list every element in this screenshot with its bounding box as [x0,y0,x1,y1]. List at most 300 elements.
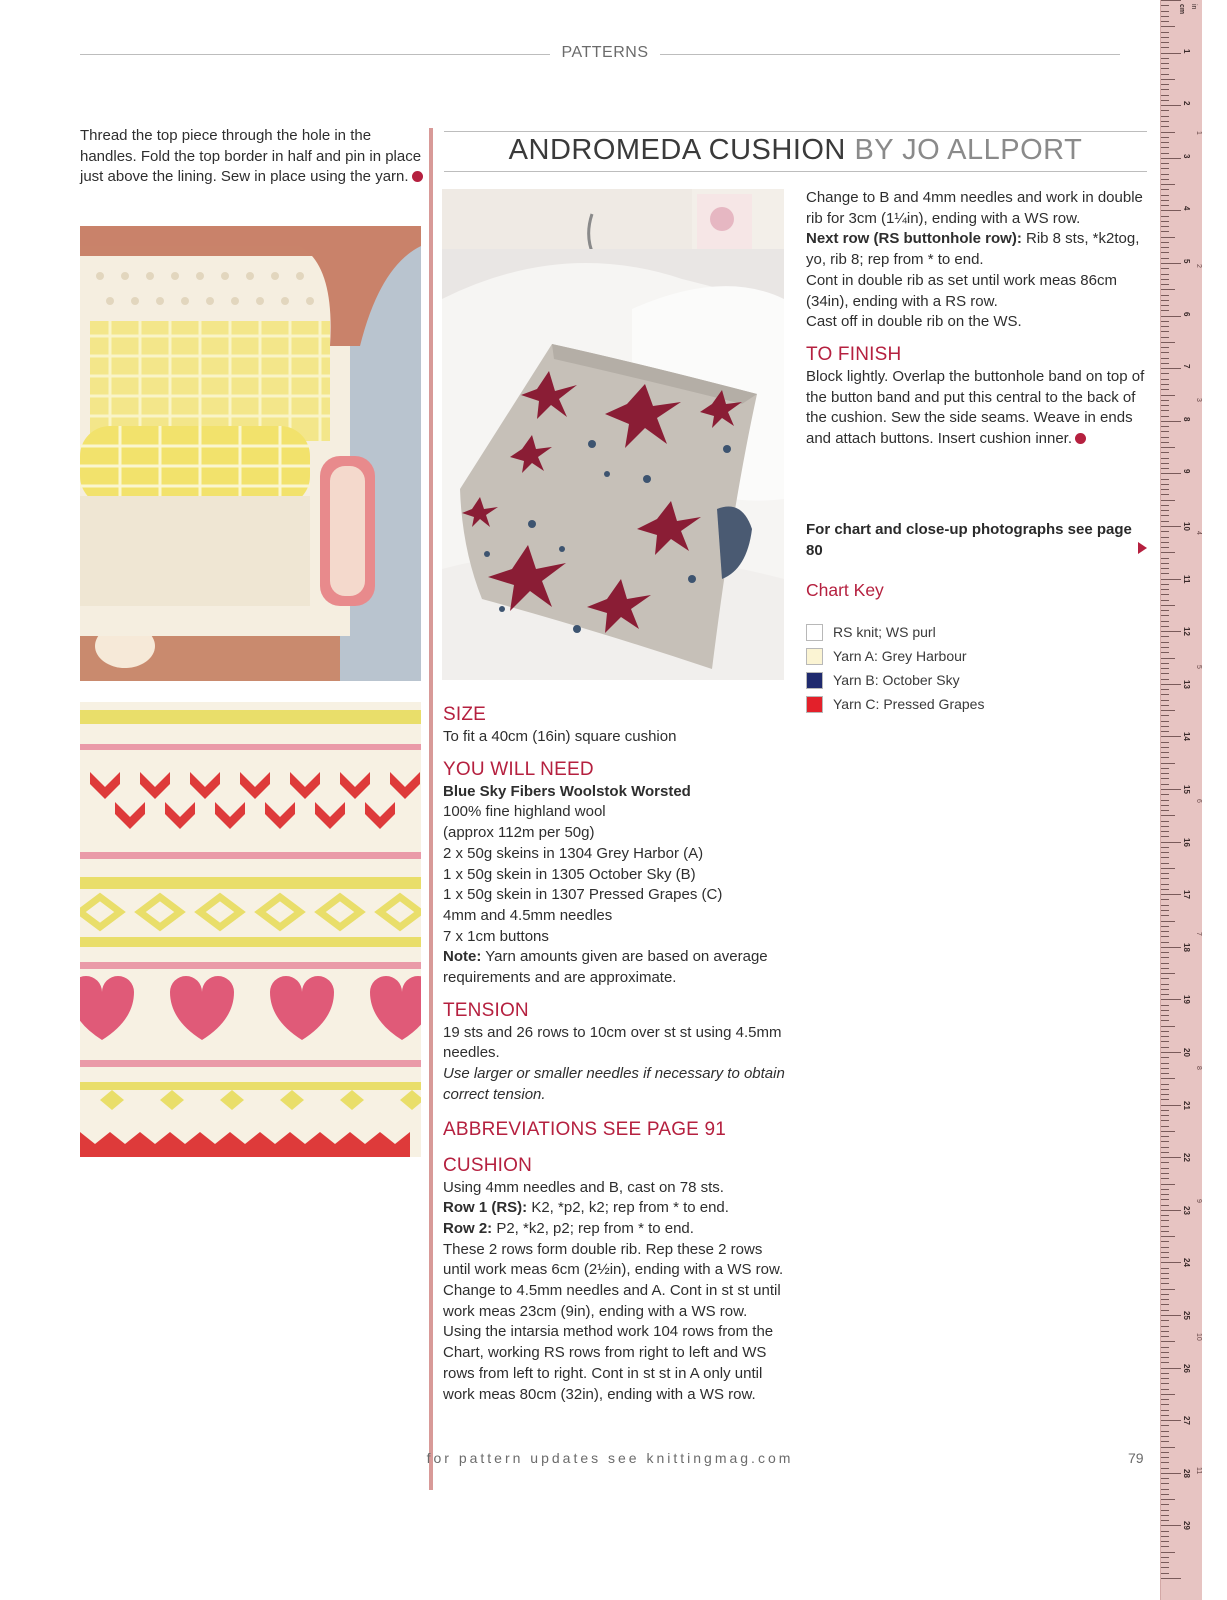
ruler-tick [1161,53,1181,54]
next-row-paragraph [806,229,1146,270]
ruler-tick [1161,110,1169,111]
ruler-tick [1161,778,1169,779]
ruler-tick [1161,831,1169,832]
swatch-icon [806,648,823,665]
ruler-tick [1161,568,1169,569]
ruler-tick [1161,663,1169,664]
chart-key-label: Yarn A: Grey Harbour [833,648,967,664]
ruler-tick [1161,658,1175,659]
chart-key-title: Chart Key [806,580,884,600]
ruler-tick [1161,1084,1169,1085]
ruler-tick [1161,368,1181,369]
ruler-number: 26 [1182,1363,1191,1373]
ruler-tick [1161,1047,1169,1048]
ruler-tick [1161,1431,1169,1432]
ruler-tick [1161,1005,1169,1006]
ruler-tick [1161,1262,1181,1263]
ruler-tick [1161,37,1169,38]
ruler-tick [1161,352,1169,353]
ruler-tick [1161,994,1169,995]
ruler-number: 19 [1182,995,1191,1005]
ruler-tick [1161,1283,1169,1284]
ruler-tick [1161,515,1169,516]
ruler-tick [1161,1331,1169,1332]
ruler-tick [1161,1510,1169,1511]
ruler-tick [1161,757,1169,758]
ruler-inch-number: 4 [1195,531,1202,536]
ruler-tick [1161,316,1181,317]
tension-italic: Use larger or smaller needles if necessary to obtain correct tension. [443,1065,785,1103]
ruler-tick [1161,700,1169,701]
ruler-number: 2 [1182,101,1191,106]
loom-bag-photo [80,226,421,681]
row-2-text: P2, *k2, p2; rep from * to end. [492,1219,694,1237]
ruler-tick [1161,1468,1169,1469]
ruler-tick [1161,484,1169,485]
note-label: Note: [443,948,482,966]
ruler-tick [1161,1194,1169,1195]
ruler-tick [1161,868,1175,869]
ruler-tick [1161,889,1169,890]
ruler-number: 12 [1182,627,1191,637]
ruler-number: 13 [1182,679,1191,689]
ruler-number: 4 [1182,206,1191,211]
to-finish-text: Block lightly. Overlap the buttonhole band on top of the button band and put this central to the back of the cushion. Sew the side seams. Weave in ends and attach buttons. Insert cushion inner. [806,367,1145,448]
ruler-tick [1161,395,1175,396]
ruler-tick [1161,274,1169,275]
ruler-tick [1161,1378,1169,1379]
ruler-tick [1161,184,1175,185]
ruler-tick [1161,147,1169,148]
ruler-tick [1161,752,1169,753]
ruler-number: 17 [1182,890,1191,900]
ruler-tick [1161,1541,1169,1542]
ruler-tick [1161,279,1169,280]
ruler-tick [1161,168,1169,169]
ruler-tick [1161,1226,1169,1227]
ruler-tick [1161,905,1169,906]
ruler-tick [1161,473,1181,474]
ruler-tick [1161,947,1181,948]
ruler-tick [1161,915,1169,916]
ruler-tick [1161,1410,1169,1411]
pattern-title [444,134,1147,167]
ruler-tick [1161,363,1169,364]
material-line: 1 x 50g skein in 1307 Pressed Grapes (C) [443,886,723,904]
ruler-tick [1161,5,1169,6]
ruler-tick [1161,1294,1169,1295]
ruler-inch-number: 2 [1195,264,1202,269]
ruler-tick [1161,100,1169,101]
ruler-tick [1161,963,1169,964]
ruler-tick [1161,1368,1181,1369]
ruler-tick [1161,1441,1169,1442]
ruler-tick [1161,836,1169,837]
see-chart-note: For chart and close-up photographs see page 80 [806,521,1132,559]
ruler-tick [1161,726,1169,727]
ruler-tick [1161,1420,1181,1421]
ruler-tick [1161,1362,1169,1363]
ruler-tick [1161,263,1181,264]
spacer [443,1142,788,1154]
ruler-tick [1161,1399,1169,1400]
ruler-tick [1161,1120,1169,1121]
ruler-tick [1161,1031,1169,1032]
ruler-tick [1161,1373,1169,1374]
material-line: (approx 112m per 50g) [443,824,595,842]
ruler-tick [1161,558,1169,559]
ruler-inch-number: 1 [1195,130,1202,135]
ruler-tick [1161,552,1175,553]
ruler-tick [1161,957,1169,958]
ruler-tick [1161,1136,1169,1137]
chart-key-item [806,644,1106,668]
to-finish-paragraph [806,367,1146,450]
right-column [806,188,1146,450]
note-text: Yarn amounts given are based on average requirements and are approximate. [443,948,768,987]
ruler-tick [1161,174,1169,175]
ruler-inch-number: 5 [1195,665,1202,669]
ruler-tick [1161,684,1181,685]
ruler-tick [1161,673,1169,674]
chart-key-item [806,692,1106,716]
ruler-tick [1161,731,1169,732]
ruler-tick [1161,1205,1169,1206]
ruler-tick [1161,1094,1169,1095]
ruler-tick [1161,158,1181,159]
ruler-tick [1161,815,1175,816]
ruler-tick [1161,468,1169,469]
ruler-tick [1161,1026,1175,1027]
ruler-tick [1161,721,1169,722]
cushion-instructions: These 2 rows form double rib. Rep these 2 rows until work meas 6cm (2½in), ending with a WS row. Change to 4.5mm needles and A. Cont in st st until work meas 23cm (9in), ending with a WS row. Using the intarsia method work 104 rows from the Chart, working RS rows from right to left and WS rows from left to right. Cont in st st in A only until work meas 80cm (32in), ending with a WS row. [443,1240,784,1403]
chart-key-label: RS knit; WS purl [833,624,936,640]
you-will-need-heading: YOU WILL NEED [443,758,594,780]
page-number: 79 [1128,1450,1144,1466]
yarn-name: Blue Sky Fibers Woolstok Worsted [443,782,691,800]
row-2-paragraph [443,1219,788,1240]
ruler-number: 10 [1182,522,1191,531]
ruler-tick [1161,1152,1169,1153]
ruler-tick [1161,11,1169,12]
ruler-tick [1161,1052,1181,1053]
next-page-arrow-icon [1138,542,1147,554]
ruler-tick [1161,179,1169,180]
ruler-tick [1161,0,1181,1]
ruler-tick [1161,1352,1169,1353]
ruler-tick [1161,1105,1181,1106]
ruler-tick [1161,605,1175,606]
ruler-tick [1161,705,1169,706]
ruler-number: 9 [1182,469,1191,474]
ruler-tick [1161,142,1169,143]
ruler-tick [1161,821,1169,822]
intro-paragraph [80,126,425,188]
ruler-inch-number: 6 [1195,798,1202,803]
ruler-tick [1161,1289,1175,1290]
ruler-tick [1161,1241,1169,1242]
ruler-inch-number: 7 [1195,932,1202,937]
ruler-tick [1161,1483,1169,1484]
ruler-tick [1161,1010,1169,1011]
ruler-tick [1161,968,1169,969]
ruler-tick [1161,1184,1175,1185]
ruler-tick [1161,999,1181,1000]
ruler-tick [1161,21,1169,22]
ruler-tick [1161,216,1169,217]
ruler-tick [1161,1257,1169,1258]
ruler-tick [1161,1210,1181,1211]
ruler-tick [1161,1473,1181,1474]
ruler-tick [1161,195,1169,196]
ruler-tick [1161,537,1169,538]
ruler-tick [1161,458,1169,459]
ruler-tick [1161,1126,1169,1127]
ruler-tick [1161,531,1169,532]
ruler-tick [1161,594,1169,595]
intro-text: Thread the top piece through the hole in the handles. Fold the top border in half and pin in place just above the lining. Sew in place using the yarn. [80,127,422,185]
ruler-tick [1161,205,1169,206]
ruler-tick [1161,878,1169,879]
ruler-number: 15 [1182,785,1191,794]
ruler-tick [1161,421,1181,422]
ruler-tick [1161,231,1169,232]
ruler-tick [1161,521,1169,522]
ruler-tick [1161,1236,1175,1237]
ruler-tick [1161,284,1169,285]
ruler-tick [1161,805,1169,806]
ruler-tick [1161,1452,1169,1453]
ruler-tick [1161,447,1175,448]
ruler-number: 11 [1182,574,1191,584]
ruler-tick [1161,1041,1169,1042]
ruler-tick [1161,984,1169,985]
chart-key-item [806,620,1106,644]
ruler-tick [1161,1147,1169,1148]
ruler-tick [1161,926,1169,927]
ruler-tick [1161,942,1169,943]
ruler-tick [1161,1336,1169,1337]
ruler-tick [1161,1573,1169,1574]
size-heading: SIZE [443,704,487,725]
ruler-inch-number: 9 [1195,1199,1202,1204]
ruler-tick [1161,789,1181,790]
ruler-tick [1161,1546,1169,1547]
ruler-tick [1161,1525,1181,1526]
ruler-tick [1161,826,1169,827]
ruler-tick [1161,258,1169,259]
ruler-tick [1161,921,1175,922]
ruler-tick [1161,331,1169,332]
ruler-tick [1161,105,1181,106]
ruler-tick [1161,1131,1175,1132]
ruler-tick [1161,768,1169,769]
ruler-tick [1161,305,1169,306]
ruler-tick [1161,121,1169,122]
ruler-tick [1161,794,1169,795]
ruler-tick [1161,1168,1169,1169]
ruler-tick [1161,1499,1175,1500]
ruler-tick [1161,1099,1169,1100]
ruler-tick [1161,337,1169,338]
ruler-tick [1161,1415,1169,1416]
ruler-tick [1161,589,1169,590]
ruler-tick [1161,1299,1169,1300]
title-rule-top [444,131,1147,132]
ruler-tick [1161,210,1181,211]
ruler-tick [1161,410,1169,411]
ruler-tick [1161,715,1169,716]
title-rule-bottom [444,171,1147,172]
ruler-tick [1161,74,1169,75]
ruler-tick [1161,426,1169,427]
ruler-tick [1161,347,1169,348]
ruler-tick [1161,1073,1169,1074]
ruler-tick [1161,237,1175,238]
ruler-tick [1161,68,1169,69]
ruler-tick [1161,1189,1169,1190]
ruler-number: 16 [1182,837,1191,847]
ruler-number: 20 [1182,1048,1191,1057]
ruler-tick [1161,310,1169,311]
ruler-tick [1161,615,1169,616]
ruler-tick [1161,452,1169,453]
ruler-tick [1161,1462,1169,1463]
ruler-tick [1161,642,1169,643]
section-label: PATTERNS [561,44,649,61]
ruler-tick [1161,910,1169,911]
ruler-tick [1161,442,1169,443]
ruler-tick [1161,600,1169,601]
ruler-tick [1161,153,1169,154]
row-2-label: Row 2: [443,1219,493,1237]
ruler-tick [1161,1489,1169,1490]
swatch-icon [806,696,823,713]
chart-key-label: Yarn C: Pressed Grapes [833,696,985,712]
ruler-tick [1161,295,1169,296]
ruler-tick [1161,526,1181,527]
ruler-number: 18 [1182,942,1191,952]
ruler-tick [1161,1068,1169,1069]
ruler-tick [1161,1215,1169,1216]
ruler-number: 29 [1182,1521,1191,1531]
ruler-tick [1161,1278,1169,1279]
ruler-tick [1161,358,1169,359]
ruler-tick [1161,584,1169,585]
ruler-tick [1161,252,1169,253]
ruler-tick [1161,1057,1169,1058]
ruler-tick [1161,289,1175,290]
ruler-tick [1161,668,1169,669]
ruler-tick [1161,58,1169,59]
ruler-tick [1161,1320,1169,1321]
ruler-tick [1161,1078,1175,1079]
ruler-number: 23 [1182,1205,1191,1215]
ruler-tick [1161,800,1169,801]
ruler-tick [1161,463,1169,464]
ruler-tick [1161,116,1169,117]
ruler-tick [1161,1457,1169,1458]
footer-url-note: for pattern updates see knittingmag.com [426,1450,794,1466]
ruler-tick [1161,1557,1169,1558]
row-1-paragraph [443,1198,788,1219]
ruler-tick [1161,810,1169,811]
ruler-tick [1161,300,1169,301]
ruler-tick [1161,32,1169,33]
ruler-number: 3 [1182,153,1191,159]
ruler-tick [1161,63,1169,64]
ruler-tick [1161,1394,1175,1395]
chart-key-list [806,620,1106,716]
ruler-tick [1161,89,1169,90]
ruler-tick [1161,931,1169,932]
ruler-number: 1 [1182,48,1191,54]
ruler-tick [1161,1110,1169,1111]
ruler-tick [1161,200,1169,201]
ruler-tick [1161,679,1169,680]
row-1-text: K2, *p2, k2; rep from * to end. [527,1199,729,1217]
ruler-tick [1161,163,1169,164]
swatch-icon [806,672,823,689]
ruler-tick [1161,1315,1181,1316]
tension-heading: TENSION [443,999,529,1021]
ruler-tick [1161,42,1169,43]
ruler-inch-number: 11 [1195,1466,1202,1474]
ruler-unit-cm: cm [1178,4,1185,15]
ruler-tick [1161,84,1169,85]
header-rule-left [80,54,550,55]
ruler-tick [1161,710,1175,711]
ruler-tick [1161,873,1169,874]
ruler-tick [1161,894,1181,895]
ruler-tick [1161,326,1169,327]
end-mark-icon [1075,433,1086,444]
ruler-tick [1161,763,1175,764]
ruler-tick [1161,742,1169,743]
ruler-tick [1161,1115,1169,1116]
ruler-tick [1161,784,1169,785]
ruler-inch-number: 3 [1195,397,1202,402]
right-para-1: Change to B and 4mm needles and work in double rib for 3cm (1¼in), ending with a WS row. [806,189,1143,227]
ruler-tick [1161,1231,1169,1232]
ruler-tick [1161,1531,1169,1532]
ruler-tick [1161,247,1169,248]
ruler-tick [1161,26,1175,27]
ruler-tick [1161,1252,1169,1253]
ruler-tick [1161,405,1169,406]
ruler-tick [1161,95,1169,96]
ruler-tick [1161,631,1181,632]
tension-text: 19 sts and 26 rows to 10cm over st st using 4.5mm needles. [443,1023,782,1062]
ruler-tick [1161,1089,1169,1090]
ruler-tick [1161,1389,1169,1390]
ruler-unit-in: in [1190,4,1197,10]
ruler-tick [1161,847,1169,848]
ruler-tick [1161,342,1175,343]
material-line: 7 x 1cm buttons [443,927,549,945]
row-1-label: Row 1 (RS): [443,1199,528,1217]
ruler-tick [1161,1273,1169,1274]
ruler-tick [1161,978,1169,979]
pattern-title-main: ANDROMEDA CUSHION [508,134,846,166]
ruler-tick [1161,736,1181,737]
ruler-tick [1161,1494,1169,1495]
ruler-tick [1161,1562,1169,1563]
ruler-tick [1161,242,1169,243]
right-para-3: Cast off in double rib on the WS. [806,313,1022,331]
ruler-tick [1161,226,1169,227]
ruler-tick [1161,610,1169,611]
